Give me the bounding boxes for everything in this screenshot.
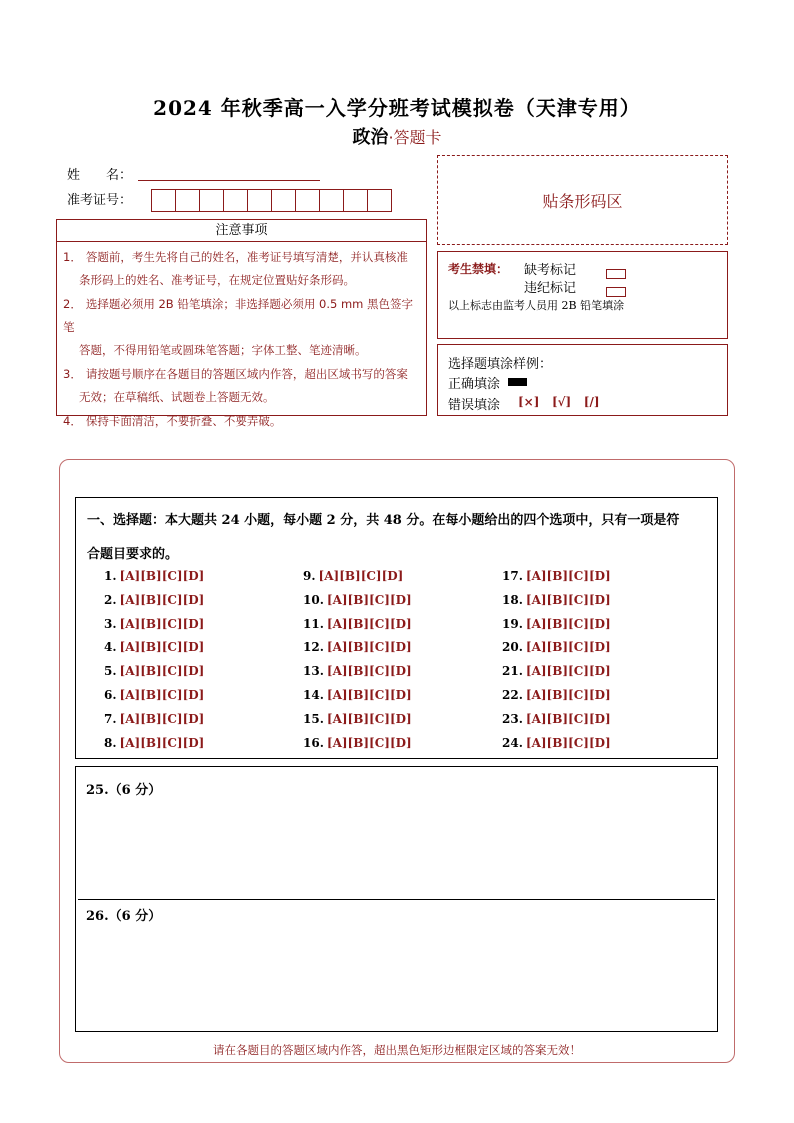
mcq-answer-options[interactable]: [A][B][C][D] [326,640,412,655]
mcq-answer-options[interactable]: [A][B][C][D] [119,592,205,607]
mcq-question-number: 24. [502,735,523,750]
mcq-question-number: 1. [104,569,117,583]
page-subtitle [0,123,794,149]
mcq-question-number: 11. [303,616,324,631]
mcq-question-row[interactable] [303,712,412,726]
mcq-answer-options[interactable]: [A][B][C][D] [326,711,412,726]
mcq-answer-options[interactable]: [A][B][C][D] [326,735,412,750]
forbidden-label: 考生禁填： [448,262,509,276]
mcq-question-number: 2. [104,592,117,607]
mcq-answer-options[interactable]: [A][B][C][D] [119,664,205,679]
absent-mark-label: 缺考标记 [524,263,577,278]
exam-id-digit-box[interactable] [199,189,224,212]
mcq-question-number: 22. [502,688,523,702]
mcq-question-row[interactable] [502,688,611,702]
exam-id-digit-box[interactable] [367,189,392,212]
mcq-question-row[interactable] [104,712,204,726]
mcq-answer-options[interactable]: [A][B][C][D] [119,640,205,655]
violation-mark-label: 违纪标记 [524,281,577,296]
mcq-question-row[interactable] [104,736,204,750]
forbidden-note: 以上标志由监考人员用 2B 铅笔填涂 [448,299,625,312]
note-item: 2． 选择题必须用 2B 铅笔填涂；非选择题必须用 0.5 mm 黑色签字笔 答题，不得用铅笔或圆珠笔答题；字体工整、笔迹清晰。 [63,297,414,357]
exam-id-digit-box[interactable] [175,189,200,212]
mcq-answer-options[interactable]: [A][B][C][D] [525,592,611,607]
examiner-only-box [437,251,728,339]
question-25-label: 25.（6 分） [86,783,162,798]
mcq-answer-options[interactable]: [A][B][C][D] [525,640,611,655]
mcq-question-row[interactable] [502,593,611,607]
question-26-answer-area[interactable] [86,926,706,1026]
mcq-question-number: 12. [303,640,324,655]
mcq-question-row[interactable] [303,736,412,750]
question-26-label: 26.（6 分） [86,909,162,924]
mcq-question-row[interactable] [303,688,412,702]
mcq-question-number: 17. [502,569,523,583]
exam-id-digit-box[interactable] [295,189,320,212]
mcq-question-number: 4. [104,640,117,655]
note-item: 3． 请按题号顺序在各题目的答题区域内作答，超出区域书写的答案 无效；在草稿纸、试题卷上答题无效。 [63,367,408,404]
mcq-question-number: 8. [104,735,117,750]
mcq-answer-options[interactable]: [A][B][C][D] [119,688,205,702]
mcq-answer-options[interactable]: [A][B][C][D] [119,569,205,583]
mcq-answer-options[interactable]: [A][B][C][D] [525,664,611,679]
mcq-question-number: 14. [303,688,324,702]
mcq-question-row[interactable] [104,617,204,631]
mcq-question-row[interactable] [502,569,611,583]
mcq-question-number: 6. [104,688,117,702]
footer-warning: 请在各题目的答题区域内作答，超出黑色矩形边框限定区域的答案无效！ [213,1043,581,1057]
wrong-fill-marks: [×] [√] [/] [518,395,600,409]
barcode-area [437,155,728,245]
exam-id-label: 准考证号： [67,193,133,208]
mcq-question-row[interactable] [303,569,403,583]
mcq-question-number: 15. [303,711,324,726]
mcq-question-number: 13. [303,664,324,679]
mcq-question-row[interactable] [303,617,412,631]
mcq-answer-options[interactable]: [A][B][C][D] [119,711,205,726]
exam-id-digit-box[interactable] [271,189,296,212]
mcq-question-number: 19. [502,616,523,631]
mcq-question-number: 18. [502,592,523,607]
mcq-answer-options[interactable]: [A][B][C][D] [525,616,611,631]
mcq-answer-options[interactable]: [A][B][C][D] [326,592,412,607]
notes-box [56,242,427,428]
correct-fill-label: 正确填涂 [448,377,501,392]
exam-id-digit-box[interactable] [319,189,344,212]
mcq-answer-options[interactable]: [A][B][C][D] [326,664,412,679]
mcq-heading: 一、选择题：本大题共 24 小题，每小题 2 分，共 48 分。在每小题给出的四个选项中，只有一项是符 合题目要求的。 [87,513,680,562]
violation-mark-box[interactable] [606,287,626,297]
exam-id-digit-box[interactable] [151,189,176,212]
mcq-question-row[interactable] [104,688,204,702]
mcq-question-row[interactable] [104,640,204,654]
mcq-answer-options[interactable]: [A][B][C][D] [318,569,404,583]
mcq-question-number: 21. [502,664,523,679]
mcq-question-row[interactable] [104,664,204,678]
note-item: 1． 答题前，考生先将自己的姓名，准考证号填写清楚，并认真核准 条形码上的姓名、准考证号，在规定位置贴好条形码。 [63,250,408,287]
mcq-answer-options[interactable]: [A][B][C][D] [326,616,412,631]
mcq-answer-options[interactable]: [A][B][C][D] [119,735,205,750]
mcq-answer-options[interactable]: [A][B][C][D] [119,616,205,631]
mcq-answer-options[interactable]: [A][B][C][D] [525,569,611,583]
mcq-question-row[interactable] [104,593,204,607]
essay-divider [78,899,715,900]
mcq-answer-options[interactable]: [A][B][C][D] [525,688,611,702]
mcq-question-number: 5. [104,664,117,679]
mcq-question-number: 20. [502,640,523,655]
mcq-question-number: 7. [104,711,117,726]
mcq-question-number: 10. [303,592,324,607]
note-item: 4． 保持卡面清洁，不要折叠、不要弄破。 [63,414,282,428]
mcq-question-number: 9. [303,569,316,583]
fill-sample-box [437,344,728,416]
mcq-question-row[interactable] [502,664,611,678]
title-separator: · [388,128,394,147]
absent-mark-box[interactable] [606,269,626,279]
question-25-answer-area[interactable] [86,800,706,895]
mcq-question-row[interactable] [104,569,204,583]
exam-id-boxes[interactable] [151,189,391,212]
exam-id-digit-box[interactable] [247,189,272,212]
mcq-question-number: 23. [502,711,523,726]
wrong-fill-label: 错误填涂 [448,398,501,413]
subject-label: 政治 [352,127,389,148]
fill-sample-heading: 选择题填涂样例： [448,357,553,372]
mcq-question-row[interactable] [303,664,412,678]
mcq-answer-options[interactable]: [A][B][C][D] [326,688,412,702]
mcq-question-row[interactable] [502,617,611,631]
mcq-answer-options[interactable]: [A][B][C][D] [525,735,611,750]
mcq-answer-options[interactable]: [A][B][C][D] [525,711,611,726]
barcode-label: 贴条形码区 [542,191,623,211]
exam-id-digit-box[interactable] [223,189,248,212]
mcq-question-number: 3. [104,616,117,631]
page-title: 2024 年秋季高一入学分班考试模拟卷（天津专用） [153,96,641,120]
mcq-question-row[interactable] [303,640,412,654]
mcq-question-number: 16. [303,735,324,750]
mcq-question-row[interactable] [502,712,611,726]
mcq-question-row[interactable] [303,593,412,607]
name-field[interactable] [138,180,320,181]
correct-fill-mark [508,378,527,386]
mcq-question-row[interactable] [502,640,611,654]
name-label: 姓 名： [67,168,133,183]
mcq-question-row[interactable] [502,736,611,750]
notes-heading: 注意事项 [56,219,427,242]
exam-id-digit-box[interactable] [343,189,368,212]
card-label: 答题卡 [393,128,442,147]
